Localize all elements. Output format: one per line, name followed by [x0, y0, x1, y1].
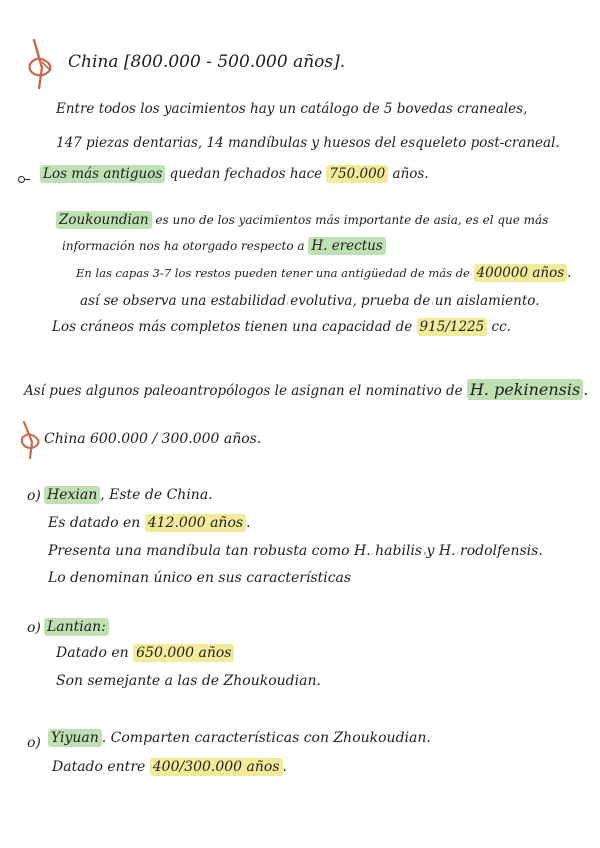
conclusion-end: .: [583, 380, 589, 399]
lantian-dated-line: [56, 646, 234, 660]
zk-line2-start: información nos ha otorgado respecto a: [62, 239, 309, 253]
axe-icon: [20, 420, 46, 460]
zk-line5-end: cc.: [487, 319, 511, 335]
zk-line4-u2: prueba de un aislamiento: [361, 293, 536, 309]
oldest-mid: quedan fechados hace: [165, 166, 327, 182]
hexian-rest: , Este de China.: [100, 487, 213, 503]
oldest-lead: Los más antiguos: [40, 165, 165, 183]
lantian-line: [44, 620, 109, 634]
lantian-name: Lantian:: [44, 618, 109, 636]
yiyuan-line: [48, 731, 431, 745]
hexian-name: Hexian: [44, 486, 100, 504]
zk-species: H. erectus: [308, 237, 385, 255]
hexian-line: [44, 488, 213, 502]
zk-line4-start: así se observa una: [80, 293, 211, 309]
zk-line-2: [62, 240, 386, 254]
yiyuan-dated-start: Datado entre: [52, 759, 150, 775]
zk-line3-end: .: [567, 265, 572, 281]
yiyuan-dated-line: [52, 760, 287, 774]
lantian-dated-start: Datado en: [56, 645, 134, 661]
hexian-mandible-line: [48, 544, 543, 558]
zk-line1-rest: es uno de los yacimientos más importante de asia, es el que más: [151, 213, 549, 227]
conclusion-line: [24, 382, 588, 399]
bullet-paren: o): [27, 488, 41, 504]
zk-line4-end: .: [535, 293, 540, 309]
conclusion-start: Así pues algunos paleoantropólogos le asignan el nominativo de: [24, 383, 467, 399]
section-title-china-1: China [800.000 - 500.000 años].: [68, 52, 346, 72]
zk-age: 400000 años: [474, 264, 568, 282]
oldest-date: 750.000: [326, 165, 388, 183]
hexian-dated-value: 412.000 años: [145, 514, 246, 532]
hexian-mandible-u: tan robusta como H. habilis y H. rodolfensis: [225, 543, 539, 559]
conclusion-species: H. pekinensis: [467, 379, 583, 400]
bullet-paren: o): [27, 735, 41, 751]
yiyuan-dated-end: .: [282, 759, 287, 775]
yiyuan-dated-value: 400/300.000 años: [150, 758, 283, 776]
intro-line-1: Entre todos los yacimientos hay un catálogo de 5 bovedas craneales,: [56, 101, 528, 117]
hexian-dated-start: Es datado en: [48, 515, 145, 531]
zk-name: Zoukoundian: [56, 211, 152, 229]
yiyuan-rest: . Comparten características con Zhoukoudian.: [101, 730, 431, 746]
zk-line-3: [76, 267, 571, 281]
hexian-mandible-end: .: [538, 543, 543, 559]
hexian-dated-end: .: [246, 515, 251, 531]
intro-line-2: 147 piezas dentarias, 14 mandíbulas y huesos del esqueleto post-craneal.: [56, 135, 560, 151]
zk-line-5: [52, 321, 511, 335]
lantian-similar-line: Son semejante a las de Zhoukoudian.: [56, 673, 321, 689]
yiyuan-name: Yiyuan: [48, 729, 102, 747]
hexian-mandible-start: Presenta una mandíbula: [48, 543, 226, 559]
bullet-icon: [18, 176, 25, 183]
section-title-china-2: China 600.000 / 300.000 años.: [44, 431, 262, 447]
oldest-line: [40, 168, 429, 182]
hexian-dated-line: [48, 516, 251, 530]
zk-capacity: 915/1225: [417, 318, 488, 336]
zk-line-1: [56, 214, 548, 228]
zk-line4-mid: ,: [352, 293, 362, 309]
oldest-tail: años.: [388, 166, 429, 182]
zk-line5-start: Los cráneos más completos tienen una capacidad de: [52, 319, 417, 335]
bullet-paren: o): [27, 620, 41, 636]
zk-line-4: [80, 295, 539, 309]
zk-line4-u1: estabilidad evolutiva: [210, 293, 353, 309]
hexian-unique-line: Lo denominan único en sus características: [48, 570, 352, 586]
axe-icon: [26, 38, 56, 90]
zk-line3-start: En las capas 3-7 los restos pueden tener una antigüedad de más de: [76, 266, 474, 280]
lantian-dated-value: 650.000 años: [133, 644, 234, 662]
